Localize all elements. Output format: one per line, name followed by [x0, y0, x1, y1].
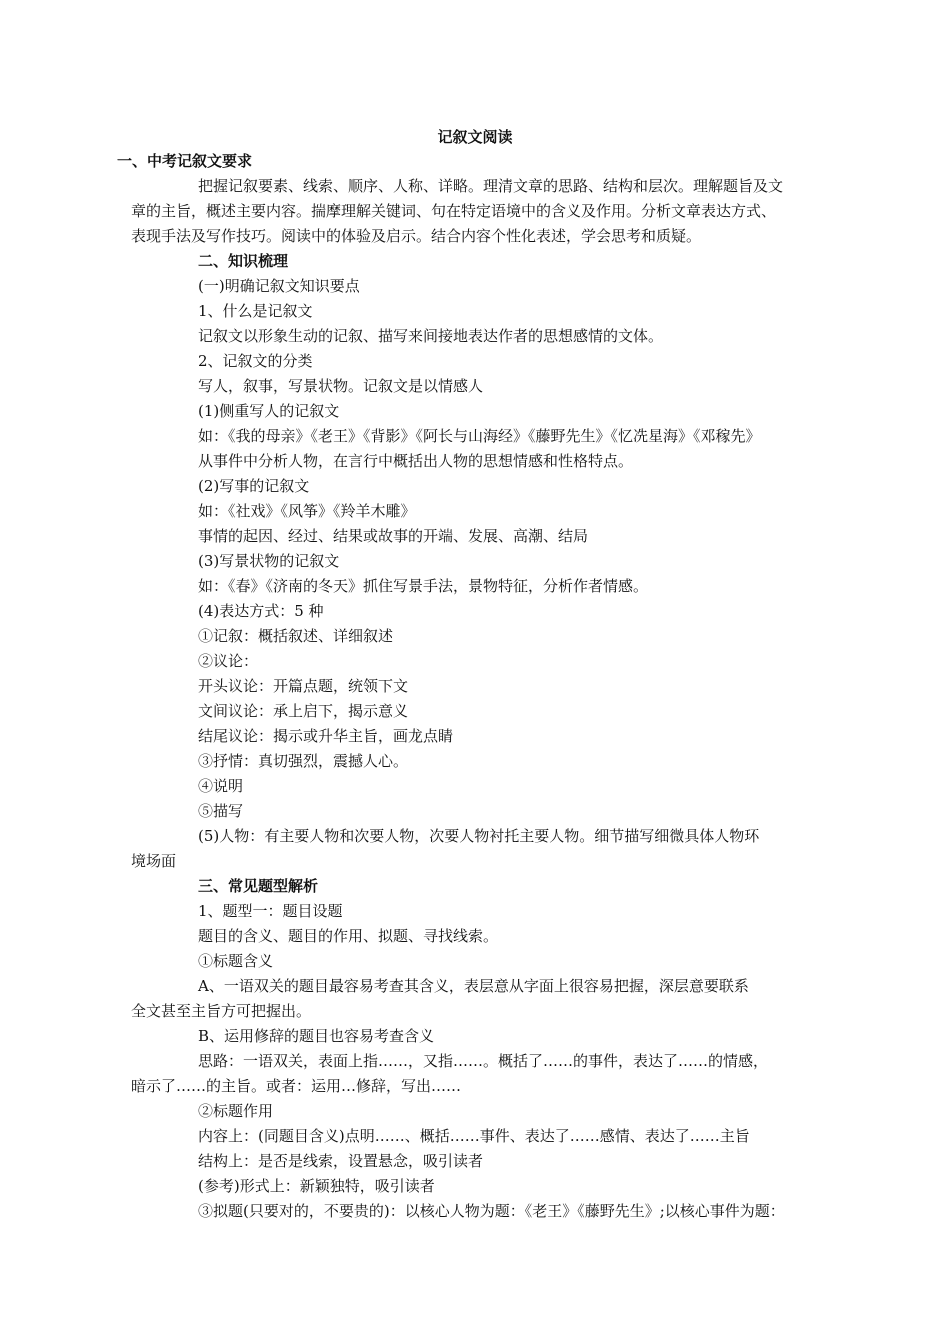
paragraph-line: 从事件中分析人物，在言行中概括出人物的思想情感和性格特点。	[198, 452, 634, 470]
paragraph-line: ④说明	[198, 777, 244, 795]
paragraph-line: B、运用修辞的题目也容易考查含义	[198, 1027, 435, 1045]
section-heading-question-types: 三、常见题型解析	[198, 877, 319, 895]
paragraph-line: 记叙文以形象生动的记叙、描写来间接地表达作者的思想感情的文体。	[198, 327, 664, 345]
document-title: 记叙文阅读	[437, 128, 513, 146]
paragraph-line: (4)表达方式：5 种	[198, 602, 324, 620]
paragraph-line: 思路：一语双关，表面上指……，又指……。概括了……的事件，表达了……的情感，	[198, 1052, 769, 1070]
paragraph-line: 文间议论：承上启下，揭示意义	[198, 702, 409, 720]
paragraph-line: 如：《我的母亲》《老王》《背影》《阿长与山海经》《藤野先生》《忆冼星海》《邓稼先》	[198, 427, 761, 445]
paragraph-line: 题目的含义、题目的作用、拟题、寻找线索。	[198, 927, 499, 945]
paragraph-line: 如：《春》《济南的冬天》抓住写景手法，景物特征，分析作者情感。	[198, 577, 649, 595]
paragraph-line: A、一语双关的题目最容易考查其含义，表层意从字面上很容易把握，深层意要联系	[198, 977, 749, 995]
paragraph-line: 结构上：是否是线索，设置悬念，吸引读者	[198, 1152, 484, 1170]
paragraph-line: (2)写事的记叙文	[198, 477, 310, 495]
paragraph-line: ①记叙：概括叙述、详细叙述	[198, 627, 394, 645]
paragraph-line: (参考)形式上：新颖独特，吸引读者	[198, 1177, 435, 1195]
paragraph-line: (5)人物：有主要人物和次要人物，次要人物衬托主要人物。细节描写细微具体人物环	[198, 827, 760, 845]
paragraph-line: 暗示了……的主旨。或者：运用…修辞，写出……	[131, 1077, 462, 1095]
paragraph-line: (1)侧重写人的记叙文	[198, 402, 340, 420]
paragraph-line: (一)明确记叙文知识要点	[198, 277, 360, 295]
paragraph-line: 事情的起因、经过、结果或故事的开端、发展、高潮、结局	[198, 527, 589, 545]
paragraph-line: 把握记叙要素、线索、顺序、人称、详略。理清文章的思路、结构和层次。理解题旨及文	[198, 177, 784, 195]
paragraph-line: 结尾议论：揭示或升华主旨，画龙点睛	[198, 727, 454, 745]
section-heading-knowledge: 二、知识梳理	[198, 252, 289, 270]
paragraph-line: ①标题含义	[198, 952, 274, 970]
paragraph-line: ③拟题(只要对的，不要贵的)：以核心人物为题：《老王》《藤野先生》;以核心事件为题：	[198, 1202, 785, 1220]
paragraph-line: 表现手法及写作技巧。阅读中的体验及启示。结合内容个性化表述，学会思考和质疑。	[131, 227, 702, 245]
paragraph-line: 章的主旨，概述主要内容。揣摩理解关键词、句在特定语境中的含义及作用。分析文章表达方式、	[131, 202, 777, 220]
paragraph-line: (3)写景状物的记叙文	[198, 552, 340, 570]
paragraph-line: 1、什么是记叙文	[198, 302, 313, 320]
paragraph-line: ③抒情：真切强烈，震撼人心。	[198, 752, 409, 770]
paragraph-line: 2、记叙文的分类	[198, 352, 313, 370]
paragraph-line: ②标题作用	[198, 1102, 274, 1120]
paragraph-line: ②议论：	[198, 652, 259, 670]
paragraph-line: 如：《社戏》《风筝》《羚羊木雕》	[198, 502, 416, 520]
paragraph-line: 写人，叙事，写景状物。记叙文是以情感人	[198, 377, 484, 395]
paragraph-line: 开头议论：开篇点题，统领下文	[198, 677, 409, 695]
paragraph-line: 1、题型一：题目设题	[198, 902, 343, 920]
section-heading-requirements: 一、中考记叙文要求	[117, 152, 253, 170]
paragraph-line: ⑤描写	[198, 802, 244, 820]
paragraph-line: 内容上：(同题目含义)点明……、概括……事件、表达了……感情、表达了……主旨	[198, 1127, 750, 1145]
paragraph-line: 全文甚至主旨方可把握出。	[131, 1002, 312, 1020]
paragraph-line: 境场面	[131, 852, 177, 870]
